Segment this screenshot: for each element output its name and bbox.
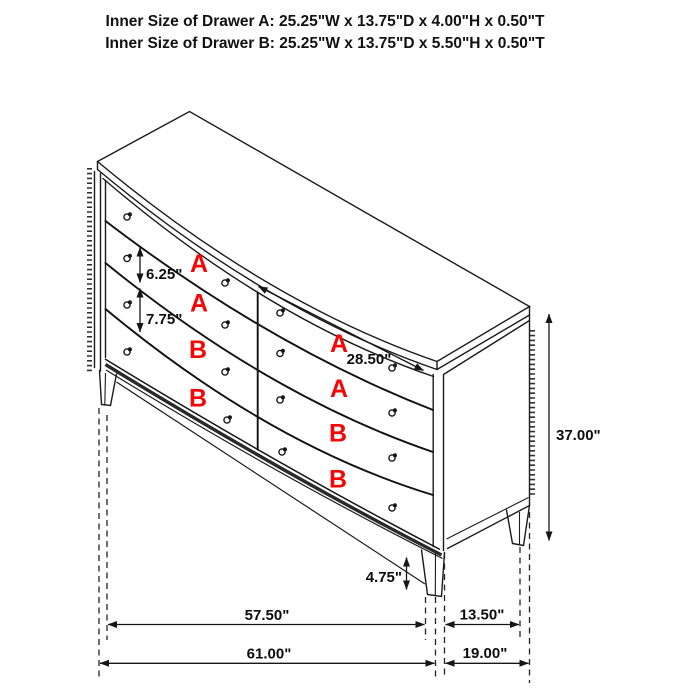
drawer-label: B [188, 384, 208, 413]
drawer-knob-icon [389, 408, 397, 416]
skirt-bottom-edge [117, 382, 426, 584]
drawer-knob-icon [124, 212, 132, 220]
drawer-knob-icon [222, 320, 230, 328]
bottom-rail-top-edge [105, 359, 440, 550]
drawer-knob-icon [277, 395, 285, 403]
drawer-label: B [328, 419, 348, 448]
dim-label-drawer-a-height: 6.25" [146, 266, 183, 283]
drawer-label: A [189, 289, 209, 318]
dim-label-drawer-b-height: 7.75" [146, 311, 183, 328]
dim-label-section-width: 28.50" [346, 351, 392, 368]
drawer-b-size-text: Inner Size of Drawer B: 25.25"W x 13.75"D x 5.50"H x 0.50"T [105, 35, 545, 52]
side-panel-bottom-trim [447, 498, 529, 540]
drawer-knob-icon [277, 308, 285, 316]
drawer-label: A [329, 330, 349, 358]
side-panel-bottom-edge [448, 506, 530, 549]
drawer-knob-icon [124, 347, 132, 355]
dim-label-overall-height: 37.00" [556, 427, 601, 444]
drawer-knob-icon [224, 415, 232, 423]
dim-label-overall-depth: 19.00" [462, 645, 508, 662]
drawer-label: A [329, 375, 349, 403]
front-right-leg [422, 550, 445, 597]
drawer-knob-icon [389, 453, 397, 461]
drawer-knob-icon [222, 278, 230, 286]
drawer-knob-icon [124, 254, 132, 262]
drawer-knob-icon [279, 447, 287, 455]
front-left-leg-corner [105, 373, 106, 405]
drawer-knob-icon [389, 503, 397, 511]
drawer-knob-icon [277, 349, 285, 357]
dim-label-overall-width: 61.00" [246, 645, 292, 663]
drawer-label: B [328, 465, 348, 494]
dim-label-side-depth: 13.50" [459, 606, 505, 624]
dim-label-front-width: 57.50" [244, 607, 290, 624]
front-left-leg [100, 371, 117, 406]
drawer-label: A [189, 250, 209, 278]
drawer-label: B [188, 336, 208, 364]
dim-label-leg-height: 4.75" [365, 569, 402, 586]
drawer-knob-icon [222, 367, 230, 375]
drawer-a-size-text: Inner Size of Drawer A: 25.25"W x 13.75"D x 4.00"H x 0.50"T [105, 13, 545, 30]
drawer-knob-icon [124, 300, 132, 308]
